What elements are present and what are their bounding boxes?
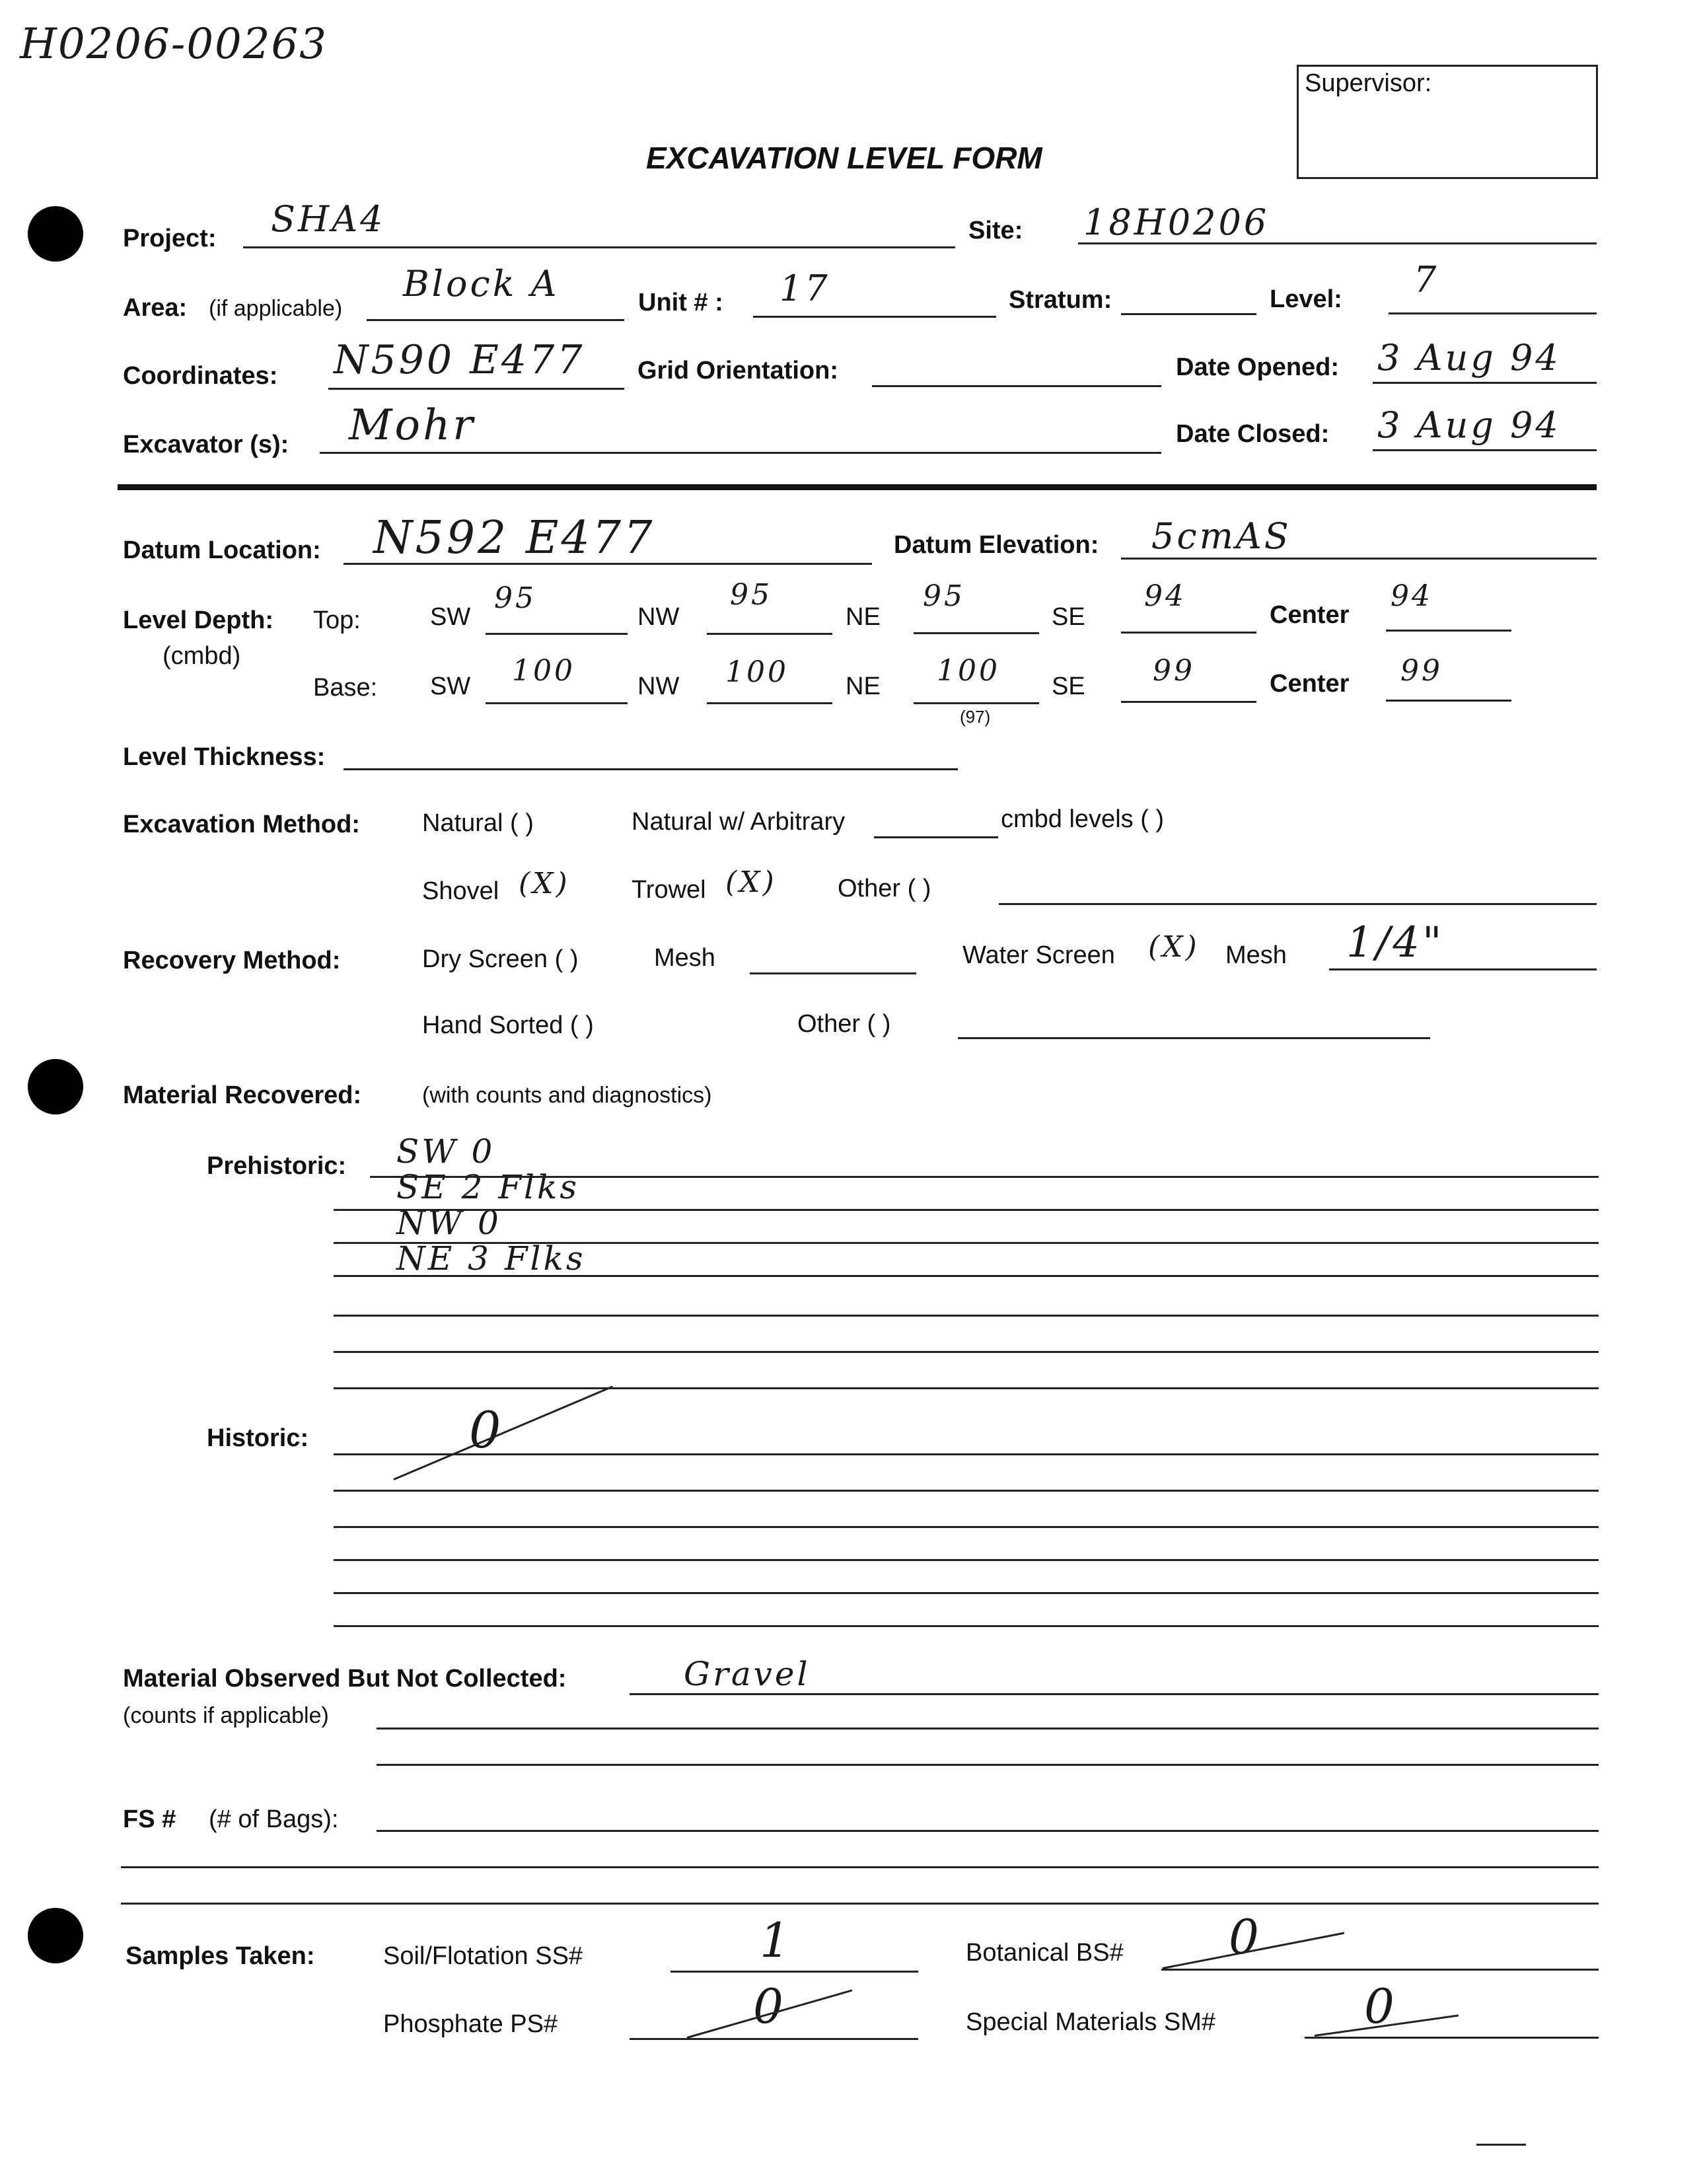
date-closed-field[interactable] xyxy=(1373,449,1597,451)
datum-location-field[interactable] xyxy=(344,563,872,565)
level-label: Level: xyxy=(1270,285,1342,313)
area-label: Area: xyxy=(123,294,188,322)
historic-line[interactable] xyxy=(334,1592,1599,1594)
phosphate-field[interactable] xyxy=(630,2038,918,2040)
top-center-label: Center xyxy=(1270,601,1350,629)
cmbd-levels-option[interactable]: cmbd levels ( ) xyxy=(1001,805,1165,833)
botanical-value: 0 xyxy=(1229,1909,1262,1965)
area-field[interactable] xyxy=(367,319,624,321)
datum-location-label: Datum Location: xyxy=(123,536,321,564)
date-opened-field[interactable] xyxy=(1373,382,1597,384)
prehistoric-line[interactable] xyxy=(334,1315,1599,1317)
level-thickness-label: Level Thickness: xyxy=(123,743,326,771)
natural-arbitrary-option[interactable]: Natural w/ Arbitrary xyxy=(632,808,846,836)
base-se-field[interactable] xyxy=(1121,701,1256,703)
level-field[interactable] xyxy=(1389,312,1597,314)
datum-elevation-field[interactable] xyxy=(1121,558,1597,560)
datum-elevation-value: 5cmAS xyxy=(1151,515,1291,557)
punch-hole xyxy=(28,206,83,262)
fs-line[interactable] xyxy=(121,1866,1599,1868)
top-sw-value: 95 xyxy=(494,581,536,615)
prehistoric-line-1: SW 0 xyxy=(396,1132,495,1171)
top-ne-value: 95 xyxy=(923,579,965,613)
historic-line[interactable] xyxy=(334,1490,1599,1492)
grid-orientation-field[interactable] xyxy=(872,385,1161,387)
prehistoric-line[interactable] xyxy=(334,1387,1599,1389)
special-materials-value: 0 xyxy=(1364,1979,1397,2034)
top-nw-label: NW xyxy=(637,603,680,631)
excavator-value: Mohr xyxy=(349,401,476,450)
punch-hole xyxy=(28,1908,83,1963)
special-materials-field[interactable] xyxy=(1305,2037,1599,2039)
date-closed-label: Date Closed: xyxy=(1176,420,1330,448)
base-se-value: 99 xyxy=(1153,654,1195,688)
top-label: Top: xyxy=(313,606,361,634)
fs-field[interactable] xyxy=(377,1830,1599,1832)
dry-screen-option[interactable]: Dry Screen ( ) xyxy=(422,945,579,973)
form-title: EXCAVATION LEVEL FORM xyxy=(646,141,1042,175)
prehistoric-label: Prehistoric: xyxy=(207,1152,347,1180)
observed-line[interactable] xyxy=(377,1764,1599,1766)
base-sw-value: 100 xyxy=(512,654,575,688)
prehistoric-line-3: NW 0 xyxy=(396,1204,501,1242)
coordinates-field[interactable] xyxy=(328,388,624,390)
section-divider xyxy=(118,484,1597,490)
site-label: Site: xyxy=(968,217,1023,244)
observed-label: Material Observed But Not Collected: xyxy=(123,1665,567,1693)
base-ne-field[interactable] xyxy=(914,702,1039,704)
base-ne-label: NE xyxy=(846,673,881,700)
samples-label: Samples Taken: xyxy=(126,1942,315,1970)
soil-flotation-label: Soil/Flotation SS# xyxy=(383,1942,583,1970)
mesh-field-1[interactable] xyxy=(750,972,916,974)
top-ne-label: NE xyxy=(846,603,881,631)
excavation-method-label: Excavation Method: xyxy=(123,811,360,838)
unit-field[interactable] xyxy=(753,316,996,318)
observed-line[interactable] xyxy=(377,1728,1599,1729)
mesh-field-2[interactable] xyxy=(1329,968,1597,970)
historic-strike xyxy=(393,1385,613,1480)
prehistoric-line[interactable] xyxy=(334,1351,1599,1353)
phosphate-label: Phosphate PS# xyxy=(383,2010,558,2038)
observed-value: Gravel xyxy=(684,1655,811,1693)
coordinates-label: Coordinates: xyxy=(123,362,278,390)
stratum-label: Stratum: xyxy=(1009,286,1112,314)
top-sw-label: SW xyxy=(430,603,471,631)
coordinates-value: N590 E477 xyxy=(334,337,585,383)
top-se-label: SE xyxy=(1052,603,1085,631)
area-sub: (if applicable) xyxy=(209,296,343,321)
stray-mark xyxy=(1476,2144,1526,2146)
other-method-option[interactable]: Other ( ) xyxy=(838,875,931,902)
botanical-label: Botanical BS# xyxy=(966,1939,1124,1967)
soil-flotation-value: 1 xyxy=(760,1912,793,1968)
top-nw-field[interactable] xyxy=(707,633,832,635)
prehistoric-line-2: SE 2 Flks xyxy=(396,1168,579,1206)
top-center-field[interactable] xyxy=(1386,630,1511,632)
project-label: Project: xyxy=(123,225,217,252)
other-method-field[interactable] xyxy=(999,903,1597,905)
arbitrary-field[interactable] xyxy=(874,836,998,838)
fs-label: FS # xyxy=(123,1805,176,1833)
other-recovery-field[interactable] xyxy=(958,1037,1430,1039)
project-field[interactable] xyxy=(243,246,955,248)
unit-label: Unit # : xyxy=(638,289,723,316)
soil-flotation-field[interactable] xyxy=(670,1971,918,1973)
document-id: H0206-00263 xyxy=(20,20,328,69)
base-nw-value: 100 xyxy=(725,655,789,689)
level-depth-label: Level Depth: xyxy=(123,606,274,634)
prehistoric-line-4: NE 3 Flks xyxy=(396,1239,586,1278)
excavator-label: Excavator (s): xyxy=(123,431,289,458)
shovel-option[interactable]: Shovel xyxy=(422,877,499,905)
base-sw-field[interactable] xyxy=(486,702,628,704)
top-sw-field[interactable] xyxy=(486,633,628,635)
prehistoric-line[interactable] xyxy=(334,1209,1599,1211)
prehistoric-line[interactable] xyxy=(334,1242,1599,1244)
water-screen-option[interactable]: Water Screen xyxy=(962,941,1115,969)
mesh-value: 1/4" xyxy=(1346,918,1445,967)
material-recovered-label: Material Recovered: xyxy=(123,1081,362,1109)
mesh-label-2: Mesh xyxy=(1225,941,1287,969)
special-materials-label: Special Materials SM# xyxy=(966,2008,1216,2036)
base-sw-label: SW xyxy=(430,673,471,700)
base-center-field[interactable] xyxy=(1386,700,1511,702)
prehistoric-line[interactable] xyxy=(334,1275,1599,1277)
historic-label: Historic: xyxy=(207,1424,309,1452)
prehistoric-line[interactable] xyxy=(370,1176,1599,1178)
top-ne-field[interactable] xyxy=(914,632,1039,634)
site-value: 18H0206 xyxy=(1083,201,1270,243)
base-nw-field[interactable] xyxy=(707,702,832,704)
date-opened-value: 3 Aug 94 xyxy=(1377,337,1561,379)
trowel-checkmark[interactable]: (X) xyxy=(725,865,777,899)
observed-field[interactable] xyxy=(630,1693,1599,1695)
project-value: SHA4 xyxy=(271,198,386,240)
top-se-value: 94 xyxy=(1144,579,1186,613)
fs-line[interactable] xyxy=(121,1903,1599,1905)
level-depth-unit: (cmbd) xyxy=(163,642,241,670)
fs-note: (# of Bags): xyxy=(209,1805,339,1833)
phosphate-value: 0 xyxy=(753,1979,786,2034)
base-center-label: Center xyxy=(1270,670,1350,698)
water-screen-checkmark[interactable]: (X) xyxy=(1148,930,1200,964)
area-value: Block A xyxy=(403,263,560,305)
historic-line[interactable] xyxy=(334,1559,1599,1561)
mesh-label-1: Mesh xyxy=(654,944,715,972)
datum-location-value: N592 E477 xyxy=(373,512,655,564)
botanical-field[interactable] xyxy=(1161,1969,1599,1971)
historic-value: 0 xyxy=(469,1401,504,1459)
datum-elevation-label: Datum Elevation: xyxy=(894,531,1099,559)
historic-line[interactable] xyxy=(334,1453,1599,1455)
observed-note: (counts if applicable) xyxy=(123,1703,329,1728)
top-center-value: 94 xyxy=(1391,579,1433,613)
supervisor-label: Supervisor: xyxy=(1305,69,1432,97)
excavator-field[interactable] xyxy=(320,452,1161,454)
base-ne-note: (97) xyxy=(960,707,991,727)
top-nw-value: 95 xyxy=(730,578,772,612)
date-opened-label: Date Opened: xyxy=(1176,353,1340,381)
grid-orientation-label: Grid Orientation: xyxy=(637,357,838,384)
historic-line[interactable] xyxy=(334,1625,1599,1627)
base-ne-value: 100 xyxy=(937,654,1000,688)
base-se-label: SE xyxy=(1052,673,1085,700)
site-field[interactable] xyxy=(1078,242,1597,244)
base-label: Base: xyxy=(313,674,378,702)
top-se-field[interactable] xyxy=(1121,632,1256,634)
punch-hole xyxy=(28,1059,83,1114)
stratum-field[interactable] xyxy=(1121,313,1256,315)
material-recovered-note: (with counts and diagnostics) xyxy=(422,1083,712,1108)
historic-line[interactable] xyxy=(334,1526,1599,1528)
level-thickness-field[interactable] xyxy=(344,768,958,770)
base-nw-label: NW xyxy=(637,673,680,700)
trowel-option[interactable]: Trowel xyxy=(632,876,706,904)
level-value: 7 xyxy=(1414,259,1439,301)
shovel-checkmark[interactable]: (X) xyxy=(519,867,570,900)
natural-option[interactable]: Natural ( ) xyxy=(422,809,534,837)
base-center-value: 99 xyxy=(1400,654,1443,688)
hand-sorted-option[interactable]: Hand Sorted ( ) xyxy=(422,1011,594,1039)
recovery-method-label: Recovery Method: xyxy=(123,947,341,974)
unit-value: 17 xyxy=(779,268,830,309)
other-recovery-option[interactable]: Other ( ) xyxy=(797,1010,891,1038)
date-closed-value: 3 Aug 94 xyxy=(1377,404,1561,446)
